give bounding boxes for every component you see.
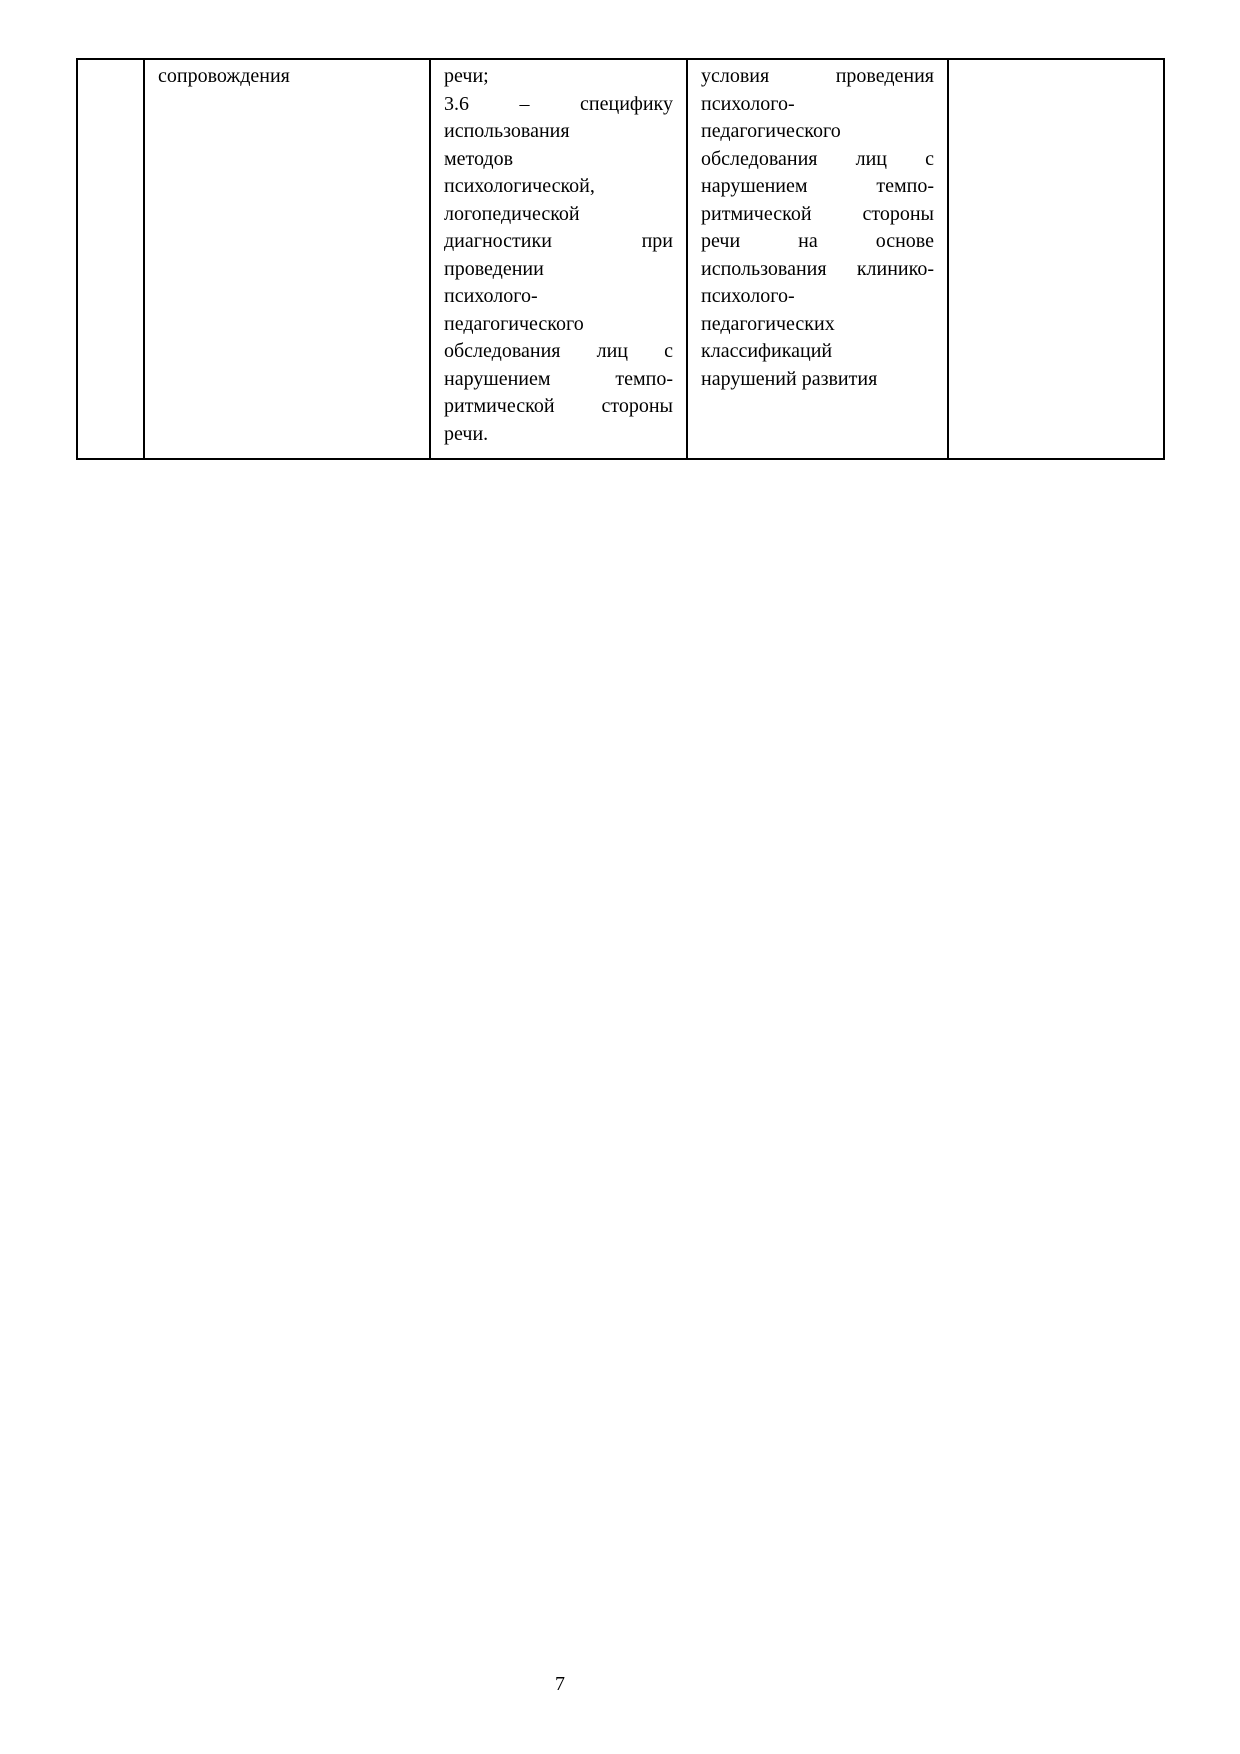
text-line: диагностики при: [444, 230, 673, 252]
text-line: 3.6 – специфику: [444, 92, 673, 115]
table-cell-able: [687, 59, 948, 459]
text-line: педагогического: [444, 312, 584, 335]
text-line: нарушением темпо-: [444, 367, 673, 390]
text-line: использования: [444, 120, 570, 142]
table-cell-know: [430, 59, 687, 459]
text-line: ритмической стороны: [701, 202, 934, 225]
text-line: логопедической: [444, 202, 580, 225]
text-line: педагогического: [701, 120, 841, 142]
text-line: нарушений развития: [701, 367, 878, 390]
text-line: психологической,: [444, 175, 595, 197]
text-line: использования клинико-: [701, 257, 934, 280]
text-line: сопровождения: [158, 65, 290, 87]
competencies-table: [76, 58, 1165, 460]
text-line: педагогических: [701, 312, 835, 335]
text-line: нарушением темпо-: [701, 175, 934, 197]
text-line: проведении: [444, 257, 544, 280]
text-line: психолого-: [701, 92, 795, 115]
page-number: 7: [555, 1673, 565, 1695]
text-line: речи;: [444, 65, 489, 87]
table-row: [77, 59, 1164, 459]
text-line: классификаций: [701, 340, 833, 362]
text-line: обследования лиц с: [444, 340, 673, 362]
text-line: методов: [444, 147, 514, 170]
text-line: психолого-: [444, 285, 538, 307]
text-line: условия проведения: [701, 65, 934, 87]
text-line: речи.: [444, 422, 489, 445]
table-cell-discipline: [144, 59, 430, 459]
table-cell-index: [77, 59, 144, 459]
table-cell-empty: [948, 59, 1164, 459]
text-line: речи на основе: [701, 230, 934, 252]
text-line: психолого-: [701, 285, 795, 307]
text-line: ритмической стороны: [444, 395, 673, 417]
text-line: обследования лиц с: [701, 147, 934, 170]
